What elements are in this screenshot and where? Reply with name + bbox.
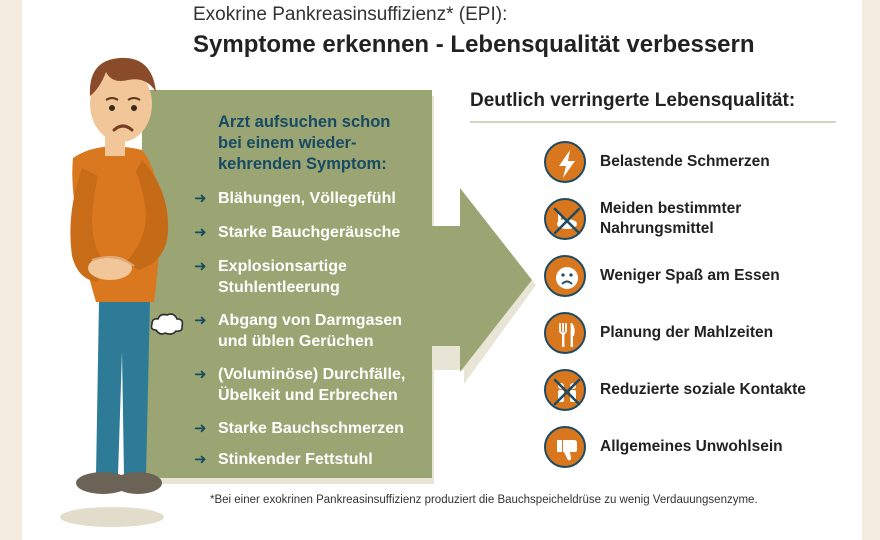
quality-label: Belastende Schmerzen	[600, 153, 770, 170]
symptom-item	[194, 364, 429, 406]
no-food-icon	[544, 198, 586, 240]
intro-line: kehrenden Symptom:	[218, 155, 387, 173]
intro-text	[218, 112, 423, 175]
quality-label: Reduzierte soziale Kontakte	[600, 381, 806, 398]
arrow-bullet-icon: ➜	[194, 420, 207, 437]
symptom-label: Stinkender Fettstuhl	[218, 451, 373, 468]
symptom-item	[194, 256, 429, 298]
quality-label: Weniger Spaß am Essen	[600, 267, 780, 284]
arrow-bullet-icon: ➜	[194, 190, 207, 207]
quality-label: Planung der Mahlzeiten	[600, 324, 774, 341]
symptom-item	[194, 188, 429, 209]
symptom-label: (Voluminöse) Durchfälle,	[218, 366, 406, 383]
header-title: Symptome erkennen - Lebensqualität verbessern	[193, 31, 755, 58]
intro-line: bei einem wieder-	[218, 134, 357, 152]
symptom-item	[194, 310, 429, 352]
quality-title: Deutlich verringerte Lebensqualität:	[470, 90, 796, 111]
symptom-item	[194, 449, 429, 470]
symptom-label: Starke Bauchgeräusche	[218, 224, 401, 241]
arrow-bullet-icon: ➜	[194, 224, 207, 241]
symptom-label: Abgang von Darmgasen	[218, 312, 403, 329]
intro-line: Arzt aufsuchen schon	[218, 113, 391, 131]
sad-face-icon	[544, 255, 586, 297]
arrow-bullet-icon: ➜	[194, 366, 207, 383]
symptom-label: Starke Bauchschmerzen	[218, 420, 404, 437]
symptom-label: Stuhlentleerung	[218, 279, 340, 296]
thumbs-down-icon	[544, 426, 586, 468]
quality-label: Nahrungsmittel	[600, 220, 714, 237]
quality-label: Meiden bestimmter	[600, 200, 742, 217]
arrow-bullet-icon: ➜	[194, 312, 207, 329]
quality-label: Allgemeines Unwohlsein	[600, 438, 783, 455]
arrow-bullet-icon: ➜	[194, 451, 207, 468]
cutlery-icon	[544, 312, 586, 354]
lightning-icon	[544, 141, 586, 183]
no-people-icon	[544, 369, 586, 411]
symptom-label: Explosionsartige	[218, 258, 347, 275]
symptom-item	[194, 418, 429, 439]
symptom-label: Blähungen, Völlegefühl	[218, 190, 396, 207]
footnote: *Bei einer exokrinen Pankreasinsuffizienz produziert die Bauchspeicheldrüse zu wenig Verdauungsenzyme.	[210, 494, 758, 506]
quality-divider	[470, 121, 836, 123]
symptom-item	[194, 222, 429, 243]
arrow-bullet-icon: ➜	[194, 258, 207, 275]
header-subtitle: Exokrine Pankreasinsuffizienz* (EPI):	[193, 4, 508, 25]
symptom-label: und üblen Gerüchen	[218, 333, 374, 350]
symptom-label: Übelkeit und Erbrechen	[218, 387, 398, 404]
